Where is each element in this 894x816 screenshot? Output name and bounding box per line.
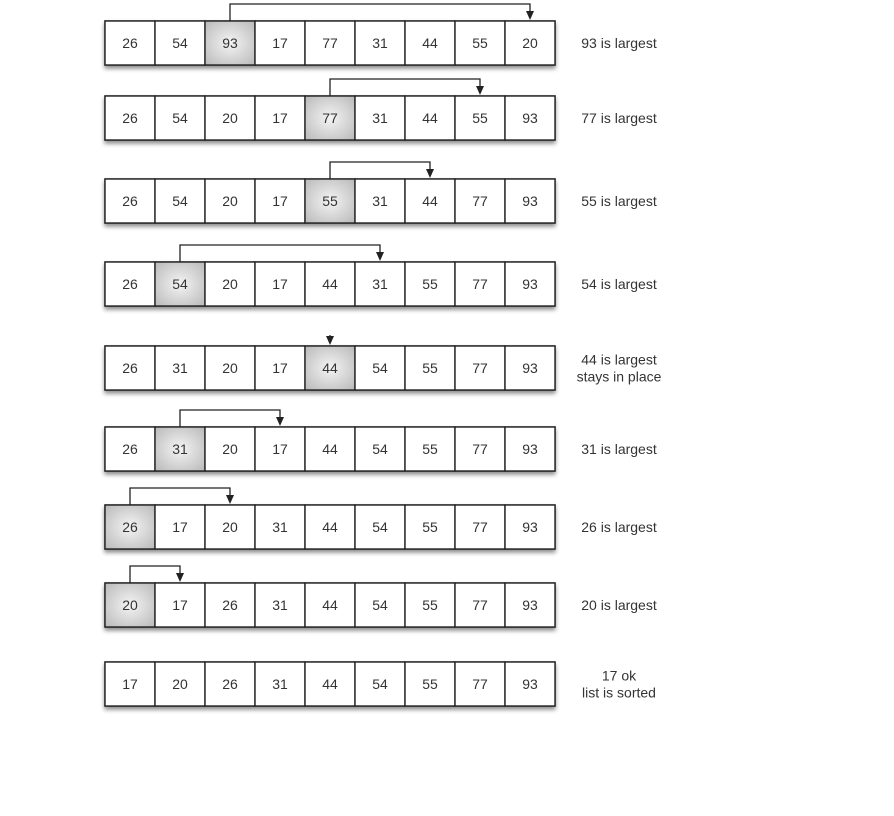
cell-value: 77 xyxy=(322,110,338,126)
cell-value: 26 xyxy=(122,35,138,51)
cell-value: 44 xyxy=(322,276,338,292)
cell-value: 55 xyxy=(422,360,438,376)
arrow-path xyxy=(230,4,530,21)
cell-value: 17 xyxy=(172,597,188,613)
row xyxy=(105,488,657,549)
row-note: stays in place xyxy=(576,368,662,385)
arrowhead-icon xyxy=(376,252,384,261)
cell-value: 26 xyxy=(222,676,238,692)
cell-value: 31 xyxy=(372,110,388,126)
row xyxy=(105,162,657,223)
cell-value: 77 xyxy=(472,676,488,692)
swap-arrow xyxy=(130,566,184,583)
cell-value: 93 xyxy=(522,360,538,376)
cell-value: 26 xyxy=(122,360,138,376)
cell-value: 17 xyxy=(272,193,288,209)
cell-value: 20 xyxy=(222,360,238,376)
cell-value: 17 xyxy=(122,676,138,692)
cell-value: 93 xyxy=(522,676,538,692)
swap-arrow xyxy=(326,335,334,345)
cell-value: 20 xyxy=(122,597,138,613)
cell-value: 54 xyxy=(372,597,388,613)
cell-value: 55 xyxy=(422,519,438,535)
rows-layer xyxy=(105,4,662,706)
cell-value: 44 xyxy=(322,360,338,376)
cell-value: 54 xyxy=(172,110,188,126)
cell-value: 17 xyxy=(272,276,288,292)
cell-value: 77 xyxy=(472,441,488,457)
cell-value: 93 xyxy=(222,35,238,51)
row-note: 54 is largest xyxy=(581,276,657,292)
cell-value: 26 xyxy=(122,519,138,535)
cell-value: 77 xyxy=(472,193,488,209)
row xyxy=(105,245,657,306)
arrowhead-icon xyxy=(176,573,184,582)
cell-value: 77 xyxy=(322,35,338,51)
row xyxy=(105,410,657,471)
cell-value: 54 xyxy=(172,276,188,292)
cell-value: 26 xyxy=(222,597,238,613)
cell-value: 17 xyxy=(272,441,288,457)
row-note: 93 is largest xyxy=(581,35,657,51)
cell-value: 31 xyxy=(372,35,388,51)
row-note: 31 is largest xyxy=(581,441,657,457)
cell-value: 44 xyxy=(422,110,438,126)
cell-value: 20 xyxy=(222,276,238,292)
cell-value: 54 xyxy=(372,360,388,376)
cell-value: 55 xyxy=(322,193,338,209)
row-note: list is sorted xyxy=(582,684,656,701)
cell-value: 77 xyxy=(472,360,488,376)
cell-value: 31 xyxy=(272,597,288,613)
row-note: 26 is largest xyxy=(581,519,657,535)
cell-value: 26 xyxy=(122,276,138,292)
arrow-path xyxy=(130,566,180,583)
arrow-path xyxy=(180,410,280,427)
cell-value: 93 xyxy=(522,519,538,535)
cell-value: 77 xyxy=(472,519,488,535)
cell-value: 77 xyxy=(472,276,488,292)
cell-value: 55 xyxy=(472,110,488,126)
cell-value: 31 xyxy=(272,519,288,535)
cell-value: 26 xyxy=(122,110,138,126)
row xyxy=(105,566,657,627)
swap-arrow xyxy=(230,4,534,21)
cell-value: 31 xyxy=(372,276,388,292)
swap-arrow xyxy=(180,245,384,262)
cell-value: 20 xyxy=(222,193,238,209)
cell-value: 55 xyxy=(422,597,438,613)
arrowhead-icon xyxy=(426,169,434,178)
cell-value: 17 xyxy=(272,360,288,376)
cell-value: 26 xyxy=(122,193,138,209)
cell-value: 44 xyxy=(322,597,338,613)
cell-value: 31 xyxy=(172,360,188,376)
cell-value: 55 xyxy=(422,441,438,457)
cell-value: 26 xyxy=(122,441,138,457)
row xyxy=(105,662,656,706)
cell-value: 31 xyxy=(272,676,288,692)
row xyxy=(105,79,657,140)
row xyxy=(105,4,657,65)
arrow-path xyxy=(180,245,380,262)
cell-value: 20 xyxy=(222,110,238,126)
cell-value: 17 xyxy=(272,110,288,126)
arrowhead-icon xyxy=(526,11,534,20)
cell-value: 44 xyxy=(422,193,438,209)
cell-value: 93 xyxy=(522,597,538,613)
cell-value: 55 xyxy=(422,676,438,692)
cell-value: 93 xyxy=(522,441,538,457)
cell-value: 54 xyxy=(372,441,388,457)
cell-value: 44 xyxy=(322,441,338,457)
arrowhead-icon xyxy=(476,86,484,95)
swap-arrow xyxy=(330,162,434,179)
swap-arrow xyxy=(330,79,484,96)
cell-value: 55 xyxy=(472,35,488,51)
cell-value: 77 xyxy=(472,597,488,613)
row-note: 77 is largest xyxy=(581,110,657,126)
arrowhead-icon xyxy=(326,336,334,345)
cell-value: 93 xyxy=(522,110,538,126)
arrow-path xyxy=(130,488,230,505)
row-note: 17 ok xyxy=(601,667,637,684)
arrowhead-icon xyxy=(226,495,234,504)
cell-value: 20 xyxy=(222,519,238,535)
cell-value: 93 xyxy=(522,276,538,292)
row xyxy=(105,335,662,390)
cell-value: 54 xyxy=(372,676,388,692)
cell-value: 20 xyxy=(522,35,538,51)
row-note: 44 is largest xyxy=(581,351,657,368)
arrow-path xyxy=(330,79,480,96)
cell-value: 31 xyxy=(172,441,188,457)
cell-value: 20 xyxy=(222,441,238,457)
row-note: 20 is largest xyxy=(581,597,657,613)
cell-value: 54 xyxy=(172,35,188,51)
cell-value: 31 xyxy=(372,193,388,209)
arrowhead-icon xyxy=(276,417,284,426)
cell-value: 17 xyxy=(272,35,288,51)
cell-value: 44 xyxy=(322,519,338,535)
cell-value: 44 xyxy=(422,35,438,51)
cell-value: 93 xyxy=(522,193,538,209)
cell-value: 54 xyxy=(372,519,388,535)
swap-arrow xyxy=(130,488,234,505)
cell-value: 17 xyxy=(172,519,188,535)
cell-value: 20 xyxy=(172,676,188,692)
cell-value: 44 xyxy=(322,676,338,692)
cell-value: 55 xyxy=(422,276,438,292)
row-note: 55 is largest xyxy=(581,193,657,209)
swap-arrow xyxy=(180,410,284,427)
arrow-path xyxy=(330,162,430,179)
cell-value: 54 xyxy=(172,193,188,209)
